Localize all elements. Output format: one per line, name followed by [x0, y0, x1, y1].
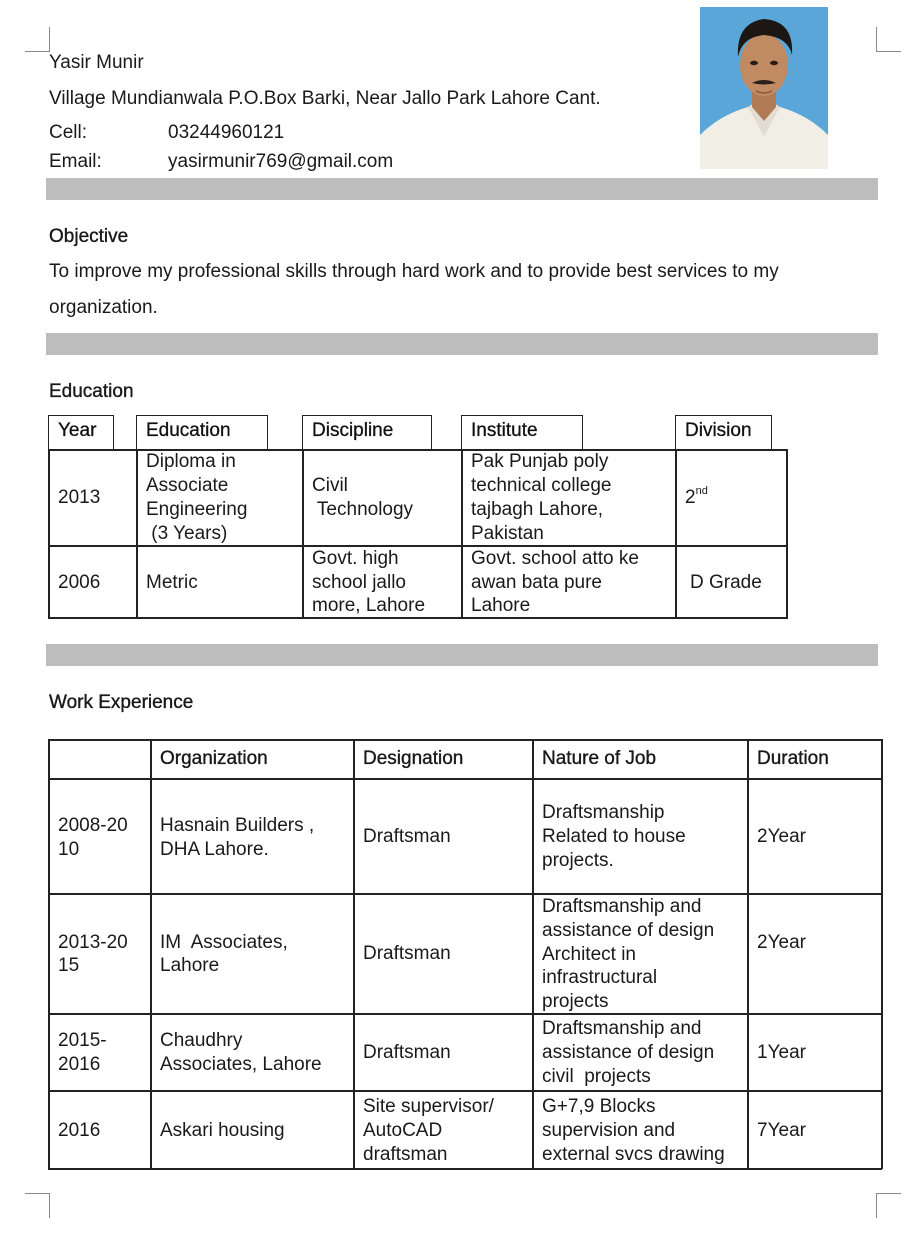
- work-row-3-organization: Chaudhry: [160, 1030, 243, 1051]
- work-grid-line: [48, 739, 50, 1169]
- work-row-2-organization: IM Associates,: [160, 932, 288, 953]
- edu-row-1-discipline: Technology: [312, 499, 414, 520]
- work-row-1-period: 2008-20: [58, 815, 128, 836]
- edu-row-1-education: Engineering: [146, 499, 248, 520]
- division-value: 2: [685, 487, 696, 508]
- email-label: Email:: [49, 151, 102, 172]
- edu-header-division: Division: [675, 415, 772, 450]
- work-row-2-nature: Draftsmanship and: [542, 896, 702, 917]
- education-heading: Education: [49, 381, 134, 402]
- work-grid-line: [48, 1013, 882, 1015]
- work-header-duration: Duration: [757, 748, 829, 769]
- work-row-1-nature: Related to house: [542, 826, 686, 847]
- work-row-3-organization: Associates, Lahore: [160, 1054, 322, 1075]
- work-grid-line: [48, 1090, 882, 1092]
- work-row-4-nature: G+7,9 Blocks: [542, 1096, 656, 1117]
- work-grid-line: [48, 893, 882, 895]
- edu-row-1-institute: Pakistan: [471, 523, 544, 544]
- objective-line-2: organization.: [49, 297, 158, 318]
- work-row-4-nature: external svcs drawing: [542, 1144, 725, 1165]
- section-divider: [46, 178, 878, 200]
- crop-mark-bottom-right: [876, 1193, 901, 1218]
- work-grid-line: [881, 739, 883, 1169]
- work-row-4-designation: draftsman: [363, 1144, 448, 1165]
- section-divider: [46, 333, 878, 355]
- work-grid-line: [747, 739, 749, 1169]
- work-row-3-period: 2015-: [58, 1030, 107, 1051]
- work-header-designation: Designation: [363, 748, 464, 769]
- work-row-2-organization: Lahore: [160, 955, 220, 976]
- edu-header-institute: Institute: [461, 415, 583, 450]
- work-grid-line: [48, 778, 882, 780]
- cell-label: Cell:: [49, 122, 88, 143]
- work-grid-line: [353, 739, 355, 1169]
- work-row-1-designation: Draftsman: [363, 826, 451, 847]
- edu-row-2-discipline: more, Lahore: [312, 595, 426, 616]
- edu-row-1-discipline: Civil: [312, 475, 348, 496]
- work-row-3-duration: 1Year: [757, 1042, 806, 1063]
- edu-grid-line: [675, 449, 677, 618]
- edu-row-2-education: Metric: [146, 572, 198, 593]
- edu-grid-line: [136, 449, 138, 618]
- work-row-2-nature: Architect in: [542, 944, 636, 965]
- work-row-4-designation: Site supervisor/: [363, 1096, 494, 1117]
- edu-grid-line: [48, 449, 50, 618]
- edu-row-2-year: 2006: [58, 572, 101, 593]
- work-row-2-nature: assistance of design: [542, 920, 715, 941]
- edu-row-1-institute: Pak Punjab poly: [471, 451, 609, 472]
- edu-grid-line: [786, 449, 788, 618]
- work-row-4-organization: Askari housing: [160, 1120, 285, 1141]
- work-row-2-period: 2013-20: [58, 932, 128, 953]
- crop-mark-top-left: [25, 27, 50, 52]
- work-row-3-nature: Draftsmanship and: [542, 1018, 702, 1039]
- work-row-4-duration: 7Year: [757, 1120, 806, 1141]
- work-row-1-nature: projects.: [542, 850, 614, 871]
- email-value: yasirmunir769@gmail.com: [168, 151, 394, 172]
- work-grid-line: [150, 739, 152, 1169]
- edu-row-2-discipline: Govt. high: [312, 548, 399, 569]
- work-row-3-nature: civil projects: [542, 1066, 651, 1087]
- work-grid-line: [48, 739, 882, 741]
- work-row-4-designation: AutoCAD: [363, 1120, 443, 1141]
- work-row-3-nature: assistance of design: [542, 1042, 715, 1063]
- edu-row-1-education: (3 Years): [146, 523, 228, 544]
- work-row-1-period: 10: [58, 839, 80, 860]
- objective-heading: Objective: [49, 226, 129, 247]
- work-row-2-nature: infrastructural: [542, 967, 658, 988]
- work-header-nature: Nature of Job: [542, 748, 657, 769]
- work-row-4-nature: supervision and: [542, 1120, 676, 1141]
- edu-grid-line: [302, 449, 304, 618]
- edu-row-1-education: Associate: [146, 475, 229, 496]
- cell-value: 03244960121: [168, 122, 285, 143]
- division-suffix: nd: [695, 484, 708, 497]
- work-row-1-nature: Draftsmanship: [542, 802, 665, 823]
- work-row-2-duration: 2Year: [757, 932, 806, 953]
- work-row-4-period: 2016: [58, 1120, 101, 1141]
- edu-row-2-institute: awan bata pure: [471, 572, 602, 593]
- work-row-1-organization: Hasnain Builders ,: [160, 815, 315, 836]
- edu-header-year: Year: [48, 415, 114, 450]
- edu-row-1-institute: tajbagh Lahore,: [471, 499, 604, 520]
- work-grid-line: [48, 1168, 882, 1170]
- edu-grid-line: [461, 449, 463, 618]
- section-divider: [46, 644, 878, 666]
- edu-row-2-division: D Grade: [690, 572, 762, 593]
- work-row-2-nature: projects: [542, 991, 609, 1012]
- crop-mark-bottom-left: [25, 1193, 50, 1218]
- work-row-3-designation: Draftsman: [363, 1042, 451, 1063]
- work-grid-line: [532, 739, 534, 1169]
- work-row-2-designation: Draftsman: [363, 943, 451, 964]
- edu-row-1-institute: technical college: [471, 475, 612, 496]
- work-heading: Work Experience: [49, 692, 194, 713]
- edu-row-1-division: [685, 486, 708, 510]
- work-row-1-duration: 2Year: [757, 826, 806, 847]
- edu-row-2-institute: Govt. school atto ke: [471, 548, 639, 569]
- edu-header-discipline: Discipline: [302, 415, 432, 450]
- profile-photo: [700, 7, 828, 169]
- edu-row-2-discipline: school jallo: [312, 572, 406, 593]
- edu-row-2-institute: Lahore: [471, 595, 531, 616]
- work-header-organization: Organization: [160, 748, 268, 769]
- address: Village Mundianwala P.O.Box Barki, Near Jallo Park Lahore Cant.: [49, 88, 601, 109]
- edu-header-education: Education: [136, 415, 268, 450]
- objective-line-1: To improve my professional skills through hard work and to provide best services to my: [49, 261, 779, 282]
- crop-mark-top-right: [876, 27, 901, 52]
- work-row-3-period: 2016: [58, 1054, 101, 1075]
- candidate-name: Yasir Munir: [49, 52, 144, 73]
- work-row-2-period: 15: [58, 955, 80, 976]
- edu-row-1-education: Diploma in: [146, 451, 236, 472]
- edu-row-1-year: 2013: [58, 487, 101, 508]
- work-row-1-organization: DHA Lahore.: [160, 839, 269, 860]
